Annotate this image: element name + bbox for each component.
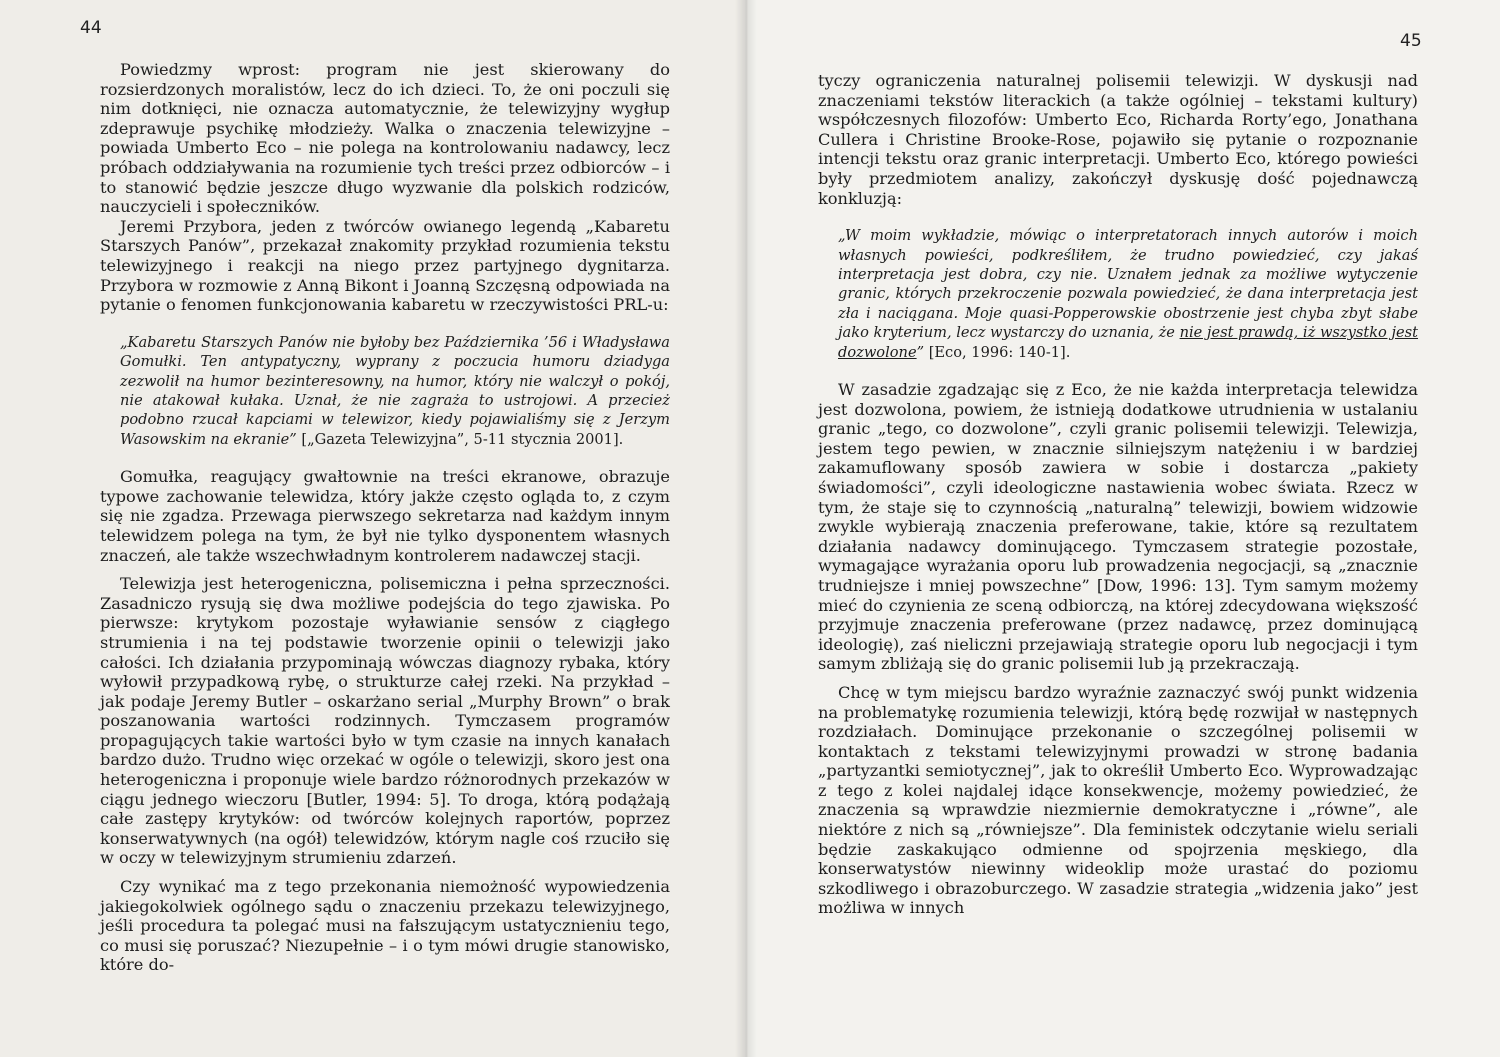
quote-source: [Eco, 1996: 140-1]. [924,343,1071,361]
left-page-text [100,60,670,975]
paragraph: Telewizja jest heterogeniczna, polisemiczna i pełna sprzeczności. Zasadniczo rysują się dwa możliwe podejścia do tego zjawiska. Po pierwsze: krytykom pozostaje wyławianie sensów z ciągłego strumienia i na tej podstawie tworzenie opinii o telewizji jako całości. Ich działania przypominają wówczas diagnozy rybaka, który wyłowił przypadkową rybę, o strukturze całej rzeki. Na przykład – jak podaje Jeremy Butler – oskarżano serial „Murphy Brown” o brak poszanowania wartości rodzinnych. Tymczasem programów propagujących takie wartości było w tym czasie na innych kanałach bardzo dużo. Trudno więc orzekać w ogóle o telewizji, skoro jest ona heterogeniczna i proponuje wiele bardzo różnorodnych przekazów w ciągu jednego wieczoru [Butler, 1994: 5]. To droga, którą podążają całe zastępy krytyków: od twórców kolejnych raportów, poprzez konserwatywnych (na ogół) telewidzów, którym nagle coś rzuciło się w oczy w telewizyjnym strumieniu zdarzeń. [100,574,670,868]
right-page [745,0,1500,1057]
paragraph: W zasadzie zgadzając się z Eco, że nie każda interpretacja telewidza jest dozwolona, powiem, że istnieją dodatkowe utrudnienia w ustalaniu granic „tego, co dozwolone”, czyli granic polisemii telewizji. Telewizja, jestem tego pewien, w znacznie silniejszym natężeniu i w bardziej zakamuflowany sposób zawiera w sobie i dostarcza „pakiety świadomości”, czyli ideologiczne nastawienia wobec świata. Rzecz w tym, że staje się to czynnością „naturalną” telewizji, bowiem widzowie zwykle wybierają znaczenia preferowane, takie, które są rezultatem działania nadawcy dominującego. Tymczasem strategie pozostałe, wymagające wyrażania oporu lub prowadzenia negocjacji, są „znacznie trudniejsze i mniej powszechne” [Dow, 1996: 13]. Tym samym możemy mieć do czynienia ze sceną odbiorczą, na której zdecydowana większość przyjmuje znaczenia preferowane (przez nadawcę, przez dominującą ideologię), zaś nieliczni przejawiają strategie oporu lub negocjacji i tym samym zbliżają się do granic polisemii lub ją przekraczają. [818,380,1418,674]
quote-text: „Kabaretu Starszych Panów nie byłoby bez Października ’56 i Władysława Gomułki. Ten antypatyczny, wyprany z poczucia humoru dziadyga zezwolił na humor bezinteresowny, na humor, który nie walczył o pokój, nie atakował kułaka. Uznał, że nie zagraża to ustrojowi. A przecież podobno rzucał kapciami w telewizor, kiedy pojawialiśmy się z Jerzym Wasowskim na ekranie” [120,333,670,448]
paragraph: Jeremi Przybora, jeden z twórców owianego legendą „Kabaretu Starszych Panów”, przekazał znakomity przykład rozumienia tekstu telewizyjnego i reakcji na niego przez partyjnego dygnitarza. Przybora w rozmowie z Anną Bikont i Joanną Szczęsną odpowiada na pytanie o fenomen funkcjonowania kabaretu w rzeczywistości PRL-u: [100,216,670,315]
right-page-text [818,71,1418,918]
quote-source: [„Gazeta Telewizyjna”, 5-11 stycznia 2001]. [296,430,624,448]
page-number-right: 45 [1400,31,1422,51]
quote-close: ” [916,343,925,361]
page-number-left: 44 [80,18,102,38]
paragraph: Powiedzmy wprost: program nie jest skierowany do rozsierdzonych moralistów, lecz do ich dzieci. To, że oni poczuli się nim dotknięci, nie oznacza automatycznie, że telewizyjny wygłup zdeprawuje psychikę młodzieży. Walka o znaczenia telewizyjne – powiada Umberto Eco – nie polega na kontrolowaniu nadawcy, lecz próbach oddziaływania na rozumienie tych treści przez odbiorców – i to stanowić będzie jeszcze długo wyzwanie dla polskich rodziców, nauczycieli i społeczników. [100,60,670,217]
quote-underlined: nie jest prawdą, iż wszystko jest dozwolone [838,324,1419,361]
left-page [0,0,745,1057]
book-gutter [735,0,757,1057]
quote-text: „W moim wykładzie, mówiąc o interpretatorach innych autorów i moich własnych powieści, podkreśliłem, że trudno powiedzieć, czy jakaś interpretacja jest dobra, czy nie. Uznałem jednak za możliwe wytyczenie granic, których przekroczenie pozwala powiedzieć, że dana interpretacja jest zła i naciągana. Moje quasi-Popperowskie obostrzenie jest chyba zbyt słabe jako kryterium, lecz wystarczy do uznania, że [838,227,1418,342]
block-quote [100,333,670,449]
block-quote [818,226,1418,362]
paragraph: Gomułka, reagujący gwałtownie na treści ekranowe, obrazuje typowe zachowanie telewidza, który jakże często ogląda to, z czym się nie zgadza. Przewaga pierwszego sekretarza nad każdym innym telewidzem polega na tym, że był nie tylko dysponentem własnych znaczeń, ale także wszechwładnym kontrolerem nadawczej stacji. [100,467,670,565]
paragraph: Chcę w tym miejscu bardzo wyraźnie zaznaczyć swój punkt widzenia na problematykę rozumienia telewizji, którą będę rozwijał w następnych rozdziałach. Dominujące przekonanie o szczególnej polisemii w kontaktach z tekstami telewizyjnymi prowadzi w stronę badania „partyzantki semiotycznej”, jak to określił Umberto Eco. Wyprowadzając z tego z kolei najdalej idące konsekwencje, możemy powiedzieć, że znaczenia są wprawdzie niezmiernie demokratyczne i „równe”, ale niektóre z nich są „równiejsze”. Dla feministek odczytanie wielu seriali będzie zaskakująco odmienne od spojrzenia męskiego, dla konserwatystów niewinny wideoklip może urastać do poziomu szkodliwego i obrazoburczego. W zasadzie strategia „widzenia jako” jest możliwa w innych [818,682,1418,918]
paragraph: tyczy ograniczenia naturalnej polisemii telewizji. W dyskusji nad znaczeniami tekstów literackich (a także ogólniej – tekstami kultury) współczesnych filozofów: Umberto Eco, Richarda Rorty’ego, Jonathana Cullera i Christine Brooke-Rose, pojawiło się pytanie o rozpoznanie intencji tekstu oraz granic interpretacji. Umberto Eco, którego powieści były przedmiotem analizy, zakończył dyskusję dość pojednawczą konkluzją: [818,71,1418,208]
paragraph: Czy wynikać ma z tego przekonania niemożność wypowiedzenia jakiegokolwiek ogólnego sądu o znaczeniu przekazu telewizyjnego, jeśli procedura ta polegać musi na fałszującym ustatycznieniu tego, co musi się poruszać? Niezupełnie – i o tym mówi drugie stanowisko, które do- [100,877,670,975]
